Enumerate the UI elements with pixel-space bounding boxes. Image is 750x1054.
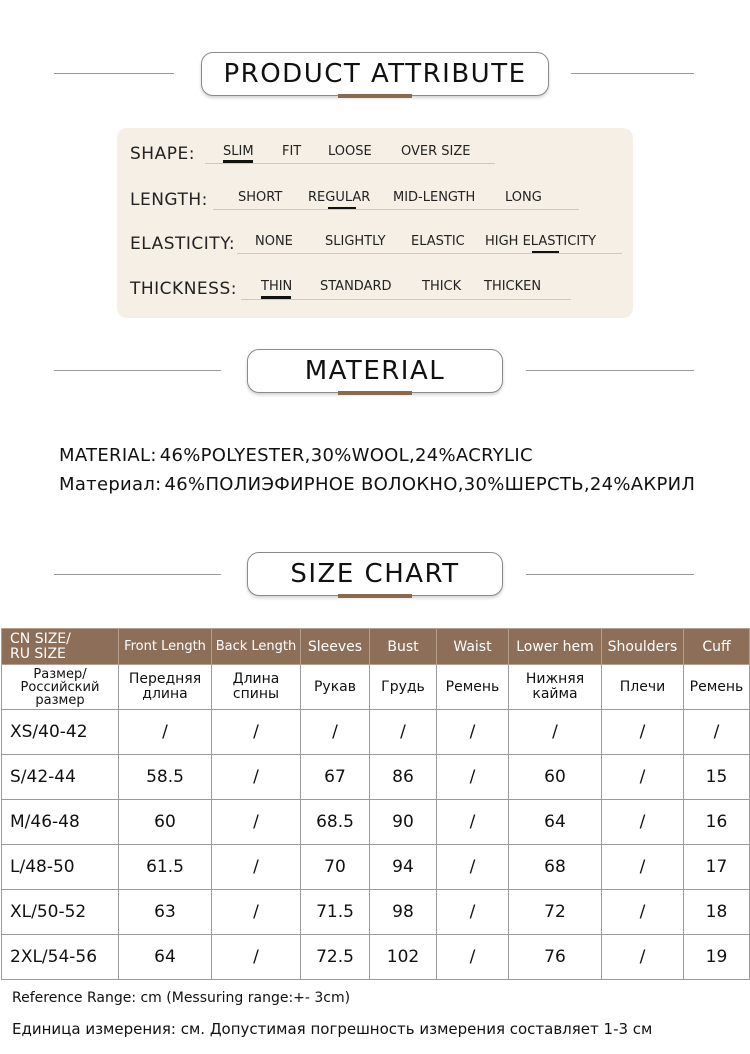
attr-label-shape: SHAPE:: [130, 144, 195, 164]
measure-cell: /: [119, 710, 212, 755]
measure-cell: 98: [370, 890, 437, 935]
measure-cell: /: [212, 845, 301, 890]
table-row: [2, 845, 750, 890]
header-ru-cell: Нижняя кайма: [509, 665, 602, 710]
attribute-panel: [117, 128, 633, 318]
accent-bar: [338, 94, 412, 98]
measure-cell: 70: [301, 845, 370, 890]
measure-cell: /: [212, 755, 301, 800]
measure-cell: 72: [509, 890, 602, 935]
attr-option: MID-LENGTH: [393, 190, 476, 205]
measure-cell: /: [370, 710, 437, 755]
header-ru-cell: Ремень: [684, 665, 750, 710]
measure-cell: 18: [684, 890, 750, 935]
header-cell: Front Length: [119, 629, 212, 665]
measure-cell: /: [212, 935, 301, 980]
reference-note-en: Reference Range: cm (Messuring range:+- 3cm): [12, 990, 351, 1006]
divider-line: [526, 574, 694, 575]
material-ru-value: 46%ПОЛИЭФИРНОЕ ВОЛОКНО,30%ШЕРСТЬ,24%АКРИЛ: [164, 474, 696, 495]
attr-option: STANDARD: [320, 279, 392, 294]
section-title-text: MATERIAL: [304, 356, 446, 386]
measure-cell: /: [602, 890, 684, 935]
material-ru-label: Материал:: [59, 474, 162, 495]
measure-cell: /: [437, 890, 509, 935]
measure-cell: 19: [684, 935, 750, 980]
divider-line: [571, 73, 694, 74]
accent-bar: [338, 391, 412, 395]
measure-cell: /: [602, 845, 684, 890]
divider-line: [526, 370, 694, 371]
section-title-material: [247, 349, 503, 393]
attr-option: REGULAR: [308, 190, 371, 205]
measure-cell: 64: [509, 800, 602, 845]
header-cell: Sleeves: [301, 629, 370, 665]
size-chart-table: [1, 628, 750, 980]
size-cell: XS/40-42: [2, 710, 119, 755]
measure-cell: 15: [684, 755, 750, 800]
section-title-attribute: [201, 52, 549, 96]
measure-cell: 68: [509, 845, 602, 890]
attr-rule: [205, 163, 495, 164]
header-cell: Back Length: [212, 629, 301, 665]
header-cell: Cuff: [684, 629, 750, 665]
size-cell: L/48-50: [2, 845, 119, 890]
divider-line: [54, 370, 221, 371]
measure-cell: /: [602, 755, 684, 800]
measure-cell: /: [301, 710, 370, 755]
divider-line: [54, 73, 174, 74]
divider-line: [54, 574, 221, 575]
measure-cell: 67: [301, 755, 370, 800]
attr-option: SLIM: [223, 144, 254, 159]
measure-cell: 71.5: [301, 890, 370, 935]
attr-rule: [213, 209, 579, 210]
section-title-text: SIZE CHART: [290, 559, 460, 589]
table-row: [2, 710, 750, 755]
reference-note-ru: Единица измерения: см. Допустимая погрешность измерения составляет 1-3 см: [12, 1020, 653, 1038]
attr-option: HIGH ELASTICITY: [485, 234, 597, 249]
attr-rule: [237, 253, 622, 254]
header-ru-cell: Плечи: [602, 665, 684, 710]
attr-option: OVER SIZE: [401, 144, 471, 159]
attr-option: THICK: [422, 279, 462, 294]
measure-cell: /: [212, 800, 301, 845]
attr-option: LONG: [505, 190, 542, 205]
measure-cell: /: [437, 935, 509, 980]
measure-cell: 60: [119, 800, 212, 845]
material-en-value: 46%POLYESTER,30%WOOL,24%ACRYLIC: [159, 445, 533, 466]
size-cell: XL/50-52: [2, 890, 119, 935]
measure-cell: 17: [684, 845, 750, 890]
measure-cell: /: [437, 710, 509, 755]
attr-option: THICKEN: [484, 279, 542, 294]
measure-cell: 72.5: [301, 935, 370, 980]
header-row-ru: [2, 665, 750, 710]
measure-cell: /: [602, 710, 684, 755]
attr-option: ELASTIC: [411, 234, 465, 249]
header-ru-cell: Ремень: [437, 665, 509, 710]
measure-cell: /: [212, 890, 301, 935]
measure-cell: 94: [370, 845, 437, 890]
attr-option: NONE: [255, 234, 293, 249]
header-ru-cell: Грудь: [370, 665, 437, 710]
attr-option: FIT: [282, 144, 302, 159]
accent-bar: [338, 594, 412, 598]
attr-label-elasticity: ELASTICITY:: [130, 234, 236, 254]
measure-cell: /: [602, 935, 684, 980]
table-row: [2, 755, 750, 800]
material-ru: [59, 474, 695, 495]
header-cell: Bust: [370, 629, 437, 665]
header-cell: Waist: [437, 629, 509, 665]
measure-cell: 86: [370, 755, 437, 800]
material-en-label: MATERIAL:: [59, 445, 157, 466]
attr-option: SHORT: [238, 190, 283, 205]
header-cell: CN SIZE/ RU SIZE: [2, 629, 119, 665]
measure-cell: 76: [509, 935, 602, 980]
measure-cell: /: [437, 845, 509, 890]
header-cell: Lower hem: [509, 629, 602, 665]
measure-cell: /: [602, 800, 684, 845]
measure-cell: /: [212, 710, 301, 755]
table-row: [2, 890, 750, 935]
measure-cell: 63: [119, 890, 212, 935]
header-ru-cell: Длина спины: [212, 665, 301, 710]
attr-option: LOOSE: [328, 144, 372, 159]
header-ru-cell: Размер/ Российский размер: [2, 665, 119, 710]
measure-cell: /: [437, 800, 509, 845]
size-cell: S/42-44: [2, 755, 119, 800]
measure-cell: 58.5: [119, 755, 212, 800]
material-en: [59, 445, 533, 466]
measure-cell: 102: [370, 935, 437, 980]
header-row-en: [2, 629, 750, 665]
measure-cell: 16: [684, 800, 750, 845]
table-row: [2, 800, 750, 845]
measure-cell: 60: [509, 755, 602, 800]
attr-label-length: LENGTH:: [130, 190, 208, 210]
section-title-size-chart: [247, 552, 503, 596]
header-ru-cell: Передняя длина: [119, 665, 212, 710]
measure-cell: 90: [370, 800, 437, 845]
measure-cell: /: [684, 710, 750, 755]
table-row: [2, 935, 750, 980]
measure-cell: 68.5: [301, 800, 370, 845]
measure-cell: /: [509, 710, 602, 755]
measure-cell: 64: [119, 935, 212, 980]
header-ru-cell: Рукав: [301, 665, 370, 710]
size-cell: M/46-48: [2, 800, 119, 845]
attr-option: SLIGHTLY: [325, 234, 386, 249]
section-title-text: PRODUCT ATTRIBUTE: [223, 59, 527, 89]
size-cell: 2XL/54-56: [2, 935, 119, 980]
attr-label-thickness: THICKNESS:: [130, 279, 237, 299]
attr-rule: [241, 299, 571, 300]
measure-cell: 61.5: [119, 845, 212, 890]
attr-option: THIN: [261, 279, 293, 294]
measure-cell: /: [437, 755, 509, 800]
header-cell: Shoulders: [602, 629, 684, 665]
